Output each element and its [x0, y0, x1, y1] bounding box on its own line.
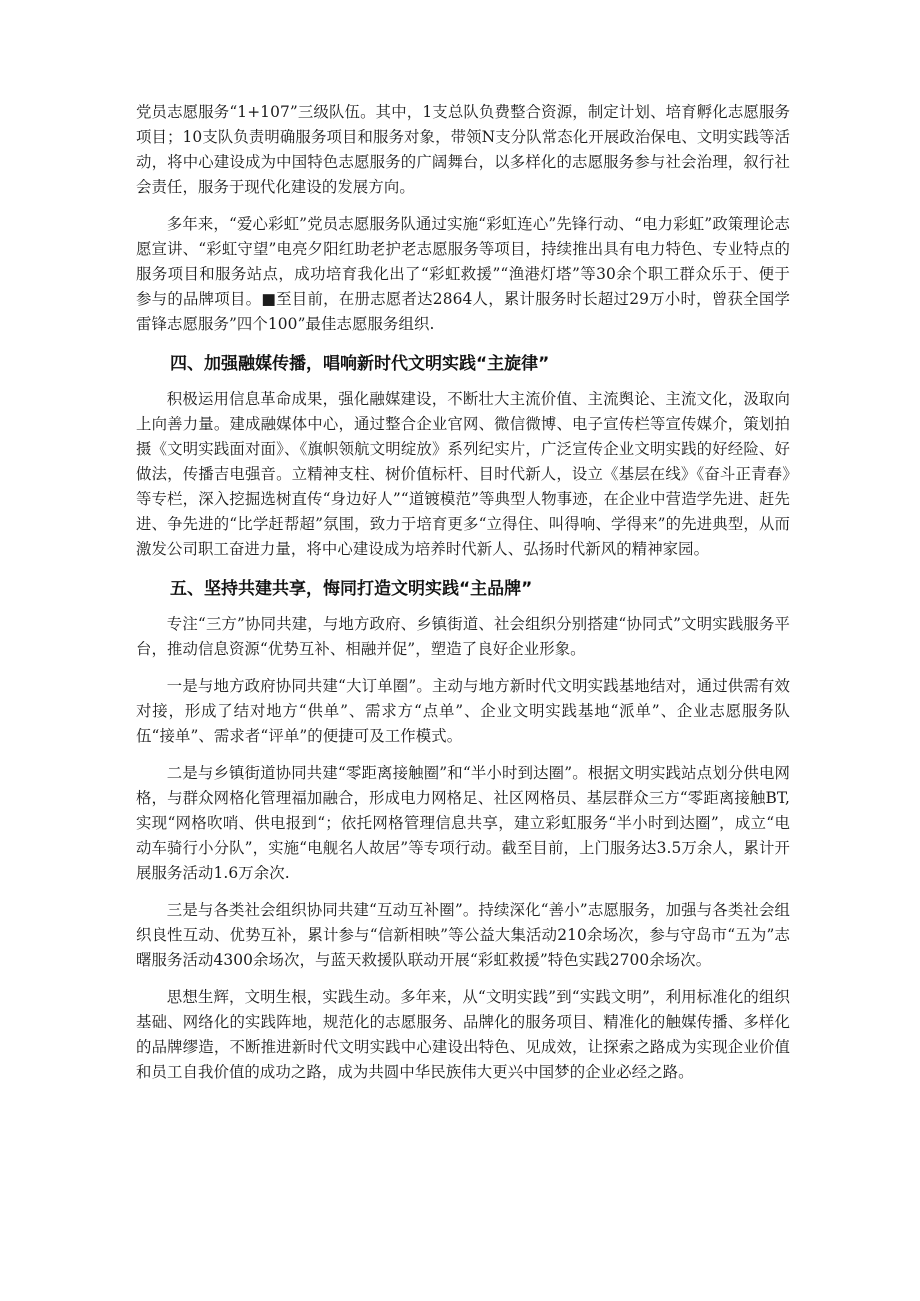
paragraph-government-order-circle: 一是与地方政府协同共建“大订单圈”。主动与地方新时代文明实践基地结对，通过供需有效对接，形成了结对地方“供单”、需求方“点单”、企业文明实践基地“派单”、企业志愿服务队伍“接单”、需求者“评单”的便捷可及工作模式。 — [136, 677, 790, 745]
paragraph-volunteer-team-structure: 党员志愿服务“1+107”三级队伍。其中，1支总队负费整合资源，制定计划、培育孵化志愿服务项目；10支队负责明确服务项目和服务对象，带领N支分队常态化开展政治保电、文明实践等活动，将中心建设成为中国特色志愿服务的广阔舞台，以多样化的志愿服务参与社会治理，叙行社会责任，服务于现代化建设的发展方向。 — [136, 103, 790, 196]
paragraph-conclusion: 思想生辉，文明生根，实践生动。多年来，从“文明实践”到“实践文明”，利用标准化的组织基础、网络化的实践阵地，规范化的志愿服务、品牌化的服务项目、精准化的触媒传播、多样化的品牌缪造，不断推进新时代文明实践中心建设出特色、见成效，让探索之路成为实现企业价值和员工自我价值的成功之路，成为共圆中华民族伟大更兴中国梦的企业必经之路。 — [136, 988, 790, 1081]
paragraph-media-communication: 积极运用信息革命成果，强化融媒建设，不断壮大主流价值、主流舆论、主流文化，汲取向上向善力量。建成融媒体中心，通过整合企业官网、微信微博、电子宣传栏等宣传媒介，策划拍摄《文明实践面对面》、《旗帜领航文明绽放》系列纪实片，广泛宣传企业文明实践的好经险、好做法，传播吉电强音。立精神支柱、树价值标杆、目时代新人，设立《基层在线》《奋斗正青春》等专栏，深入挖掘选树直传“身边好人”“道镀模范”等典型人物事迹，在企业中营造学先进、赶先进、争先进的“比学赶帮超”氛围，致力于培育更多“立得住、叫得响、学得来”的先进典型，从而激发公司职工奋进力量，将中心建设成为培养时代新人、弘扬时代新风的精神家园。 — [136, 390, 790, 558]
paragraph-social-organization-circle: 三是与各类社会组织协同共建“互动互补圈”。持续深化“善小”志愿服务，加强与各类社会组织良性互动、优势互补，累计参与“信新相映”等公益大集活动210余场次，参与守岛市“五为”志曙服务活动4300余场次，与蓝天救援队联动开展“彩虹救援”特色实践2700余场次。 — [136, 901, 790, 969]
paragraph-three-party-coconstruction: 专注“三方”协同共建，与地方政府、乡镇街道、社会组织分别搭建“协同式”文明实践服务平台，推动信息资源“优势互补、相融并促”，塑造了良好企业形象。 — [136, 615, 790, 658]
document-body — [136, 100, 790, 1085]
section-heading-five: 五、坚持共建共享，悔同打造文明实践“主品牌” — [170, 579, 533, 599]
section-heading-four: 四、加强融媒传播，唱响新时代文明实践“主旋律” — [170, 354, 550, 374]
paragraph-township-contact-circle: 二是与乡镇街道协同共建“零距离接触圈”和“半小时到达圈”。根据文明实践站点划分供电网格，与群众网格化管理福加融合，形成电力网格足、社区网格员、基层群众三方“零距离接触BT,实现“网格吹哨、供电报到“；依托网格管理信息共享，建立彩虹服务“半小时到达圈”，成立“电动车骑行小分队”，实施“电舰名人故居”等专项行动。截至目前，上门服务达3.5万余人，累计开展服务活动1.6万余次. — [136, 764, 790, 882]
paragraph-rainbow-volunteer-projects: 多年来，“爱心彩虹”党员志愿服务队通过实施“彩虹连心”先锋行动、“电力彩虹”政策理论志愿宣讲、“彩虹守望”电亮夕阳红助老护老志愿服务等项目，持续推出具有电力特色、专业特点的服务项目和服务站点，成功培育我化出了“彩虹救援”“渔港灯塔”等30余个职工群众乐于、便于参与的品牌项目。■至目前，在册志愿者达2864人，累计服务时长超过29万小时，曾获全国学雷锋志愿服务”四个100”最佳志愿服务组织. — [136, 215, 790, 333]
